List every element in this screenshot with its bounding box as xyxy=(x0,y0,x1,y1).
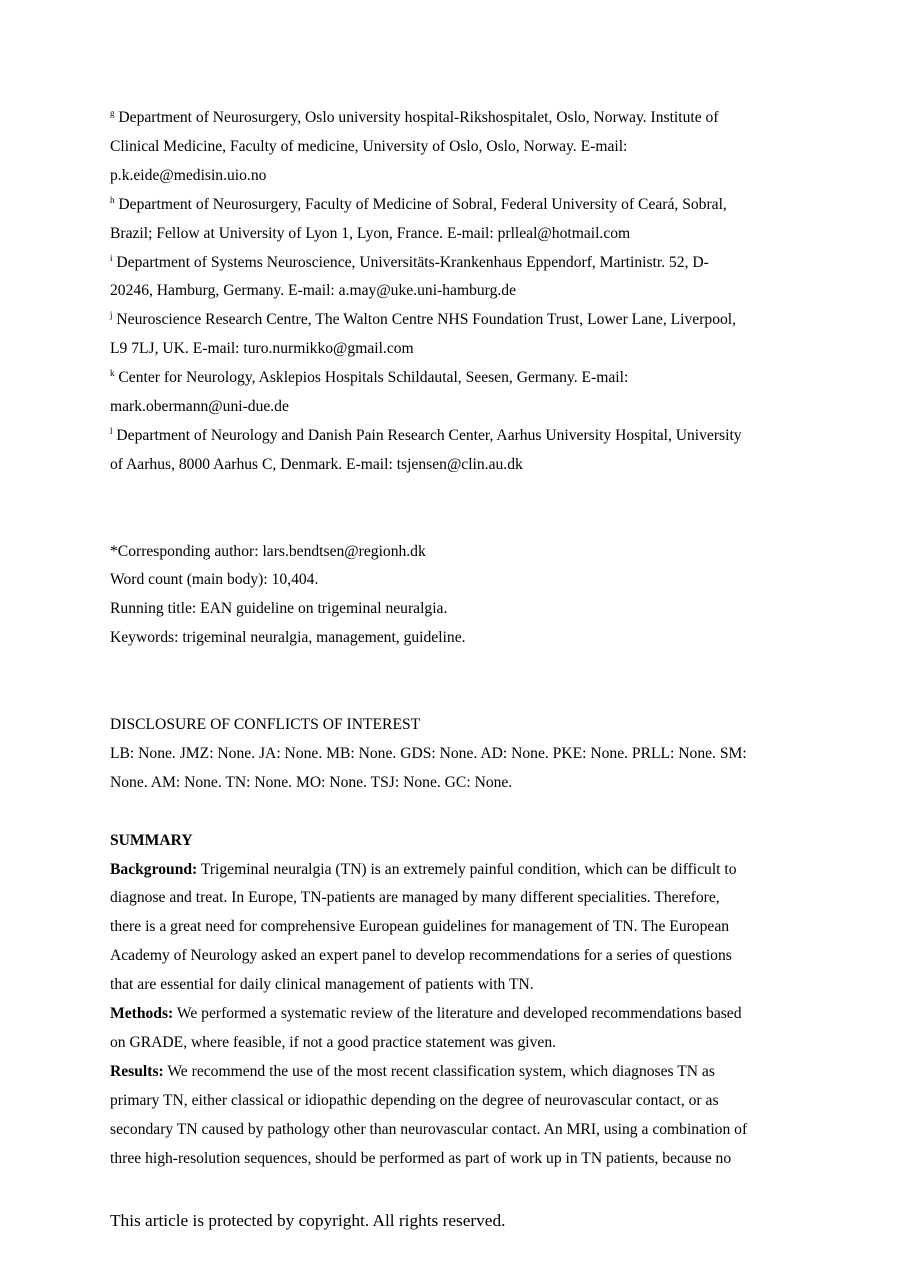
affiliation-line: Neuroscience Research Centre, The Walton Centre NHS Foundation Trust, Lower Lane, Liverpool, xyxy=(116,311,737,329)
word-count: Word count (main body): 10,404. xyxy=(110,571,319,589)
affiliation-marker: h xyxy=(110,194,115,205)
spacer xyxy=(110,653,810,711)
document-page xyxy=(110,104,810,1173)
affiliation-email: mark.obermann@uni-due.de xyxy=(110,398,289,416)
corresponding-author: *Corresponding author: lars.bendtsen@regionh.dk xyxy=(110,542,426,560)
disclosure-line: None. AM: None. TN: None. MO: None. TSJ: None. GC: None. xyxy=(110,773,513,791)
affiliation-line: Center for Neurology, Asklepios Hospitals Schildautal, Seesen, Germany. E-mail: xyxy=(118,369,629,387)
affiliation-marker: l xyxy=(110,425,113,436)
disclosure-section xyxy=(110,711,810,798)
affiliation-l xyxy=(110,422,810,480)
affiliation-line: L9 7LJ, UK. E-mail: turo.nurmikko@gmail.com xyxy=(110,340,414,358)
results-label: Results: xyxy=(110,1062,164,1080)
disclosure-line: LB: None. JMZ: None. JA: None. MB: None. GDS: None. AD: None. PKE: None. PRLL: None. SM: xyxy=(110,744,747,762)
affiliation-line: of Aarhus, 8000 Aarhus C, Denmark. E-mail: tsjensen@clin.au.dk xyxy=(110,455,523,473)
running-title: Running title: EAN guideline on trigeminal neuralgia. xyxy=(110,600,448,618)
disclosure-heading: DISCLOSURE OF CONFLICTS OF INTEREST xyxy=(110,716,421,733)
methods-paragraph xyxy=(110,1000,810,1058)
affiliation-i xyxy=(110,249,810,307)
paragraph-line: We recommend the use of the most recent classification system, which diagnoses TN as xyxy=(163,1062,715,1080)
copyright-footer: This article is protected by copyright. All rights reserved. xyxy=(110,1211,506,1230)
affiliations xyxy=(110,104,810,480)
paragraph-line: that are essential for daily clinical management of patients with TN. xyxy=(110,976,534,994)
affiliation-marker: i xyxy=(110,252,113,263)
affiliation-line: Department of Neurosurgery, Oslo university hospital-Rikshospitalet, Oslo, Norway. Institute of xyxy=(118,109,719,126)
methods-label: Methods: xyxy=(110,1005,174,1023)
affiliation-h xyxy=(110,191,810,249)
summary-section xyxy=(110,827,810,1174)
article-meta xyxy=(110,538,810,654)
affiliation-j xyxy=(110,306,810,364)
paragraph-line: diagnose and treat. In Europe, TN-patients are managed by many different specialities. Therefore, xyxy=(110,889,720,907)
paragraph-line: secondary TN caused by pathology other than neurovascular contact. An MRI, using a combination of xyxy=(110,1120,748,1138)
paragraph-line: We performed a systematic review of the literature and developed recommendations based xyxy=(173,1005,742,1023)
paragraph-line: Trigeminal neuralgia (TN) is an extremely painful condition, which can be difficult to xyxy=(197,860,737,878)
spacer xyxy=(110,798,810,827)
paragraph-line: there is a great need for comprehensive European guidelines for management of TN. The European xyxy=(110,918,730,936)
affiliation-g xyxy=(110,104,810,191)
spacer xyxy=(110,480,810,538)
affiliation-line: Brazil; Fellow at University of Lyon 1, Lyon, France. E-mail: prlleal@hotmail.com xyxy=(110,224,631,242)
results-paragraph xyxy=(110,1058,810,1174)
affiliation-line: Clinical Medicine, Faculty of medicine, University of Oslo, Oslo, Norway. E-mail: xyxy=(110,137,628,155)
paragraph-line: three high-resolution sequences, should be performed as part of work up in TN patients, because no xyxy=(110,1149,732,1167)
paragraph-line: on GRADE, where feasible, if not a good practice statement was given. xyxy=(110,1033,557,1051)
affiliation-line: Department of Neurology and Danish Pain Research Center, Aarhus University Hospital, University xyxy=(116,426,742,444)
background-paragraph xyxy=(110,856,810,1001)
background-label: Background: xyxy=(110,860,198,878)
affiliation-line: Department of Neurosurgery, Faculty of Medicine of Sobral, Federal University of Ceará, Sobral, xyxy=(118,195,727,213)
affiliation-marker: j xyxy=(110,310,113,321)
keywords: Keywords: trigeminal neuralgia, management, guideline. xyxy=(110,629,466,647)
affiliation-marker: k xyxy=(110,368,115,379)
affiliation-line: 20246, Hamburg, Germany. E-mail: a.may@uke.uni-hamburg.de xyxy=(110,282,516,300)
affiliation-line: Department of Systems Neuroscience, Universitäts-Krankenhaus Eppendorf, Martinistr. 52, D- xyxy=(116,253,709,271)
affiliation-email: p.k.eide@medisin.uio.no xyxy=(110,166,267,184)
affiliation-k xyxy=(110,364,810,422)
affiliation-marker: g xyxy=(110,108,115,118)
summary-heading: SUMMARY xyxy=(110,831,193,849)
paragraph-line: primary TN, either classical or idiopathic depending on the degree of neurovascular contact, or as xyxy=(110,1091,719,1109)
paragraph-line: Academy of Neurology asked an expert panel to develop recommendations for a series of questions xyxy=(110,947,732,965)
